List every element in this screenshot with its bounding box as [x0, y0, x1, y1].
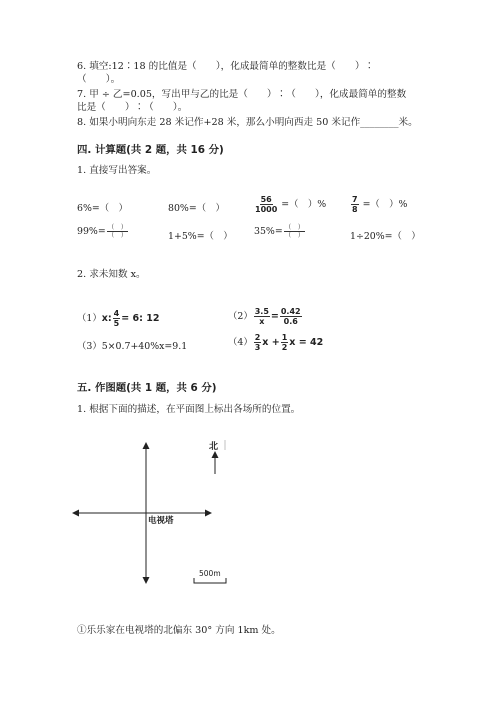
fraction-56-1000: $\frac{56}{1000}$	[255, 195, 278, 214]
scale-label: 500m	[199, 569, 221, 578]
fraction-4-5: $\frac{4}{5}$	[113, 309, 120, 328]
fraction-3.5-x: $\frac{3.5}{x}$	[254, 307, 269, 326]
equation-4: （4） $\frac{2}{3}$ x + $\frac{1}{2}$ x = 42	[228, 333, 324, 352]
section5-item1: ①乐乐家在电视塔的北偏东 30° 方向 1km 处。	[77, 625, 281, 636]
fraction-1-2: $\frac{1}{2}$	[281, 333, 288, 352]
section4-title: 四. 计算题(共 2 题，共 16 分)	[77, 144, 224, 156]
blank-fraction: $\frac{( )}{( )}$	[284, 223, 305, 239]
tv-tower-label: 电视塔	[148, 516, 174, 526]
calc-r2-c4: 1÷20%=（ ）	[350, 231, 421, 242]
calc-r1-c3: $\frac{56}{1000}$ =（ ）%	[255, 195, 327, 214]
section4-q1-prompt: 1. 直接写出答案。	[77, 165, 157, 176]
calc-r1-c2: 80%=（ ）	[168, 203, 225, 214]
calc-r1-c1: 6%=（ ）	[77, 203, 128, 214]
q7-line2: 比是（ ）∶（ ）。	[77, 102, 188, 113]
blank-fraction: $\frac{( )}{( )}$	[107, 223, 128, 239]
fraction-2-3: $\frac{2}{3}$	[254, 333, 261, 352]
equation-3: （3）5×0.7+40%x=9.1	[77, 341, 188, 352]
q7-line1: 7. 甲 ÷ 乙=0.05，写出甲与乙的比是（ ）∶（ ），化成最简单的整数	[77, 89, 407, 100]
scale-bar	[194, 578, 226, 583]
q6-line1: 6. 填空:12∶18 的比值是（ ），化成最简单的整数比是（ ）∶	[77, 61, 375, 72]
calc-r2-c1: 99%= $\frac{( )}{( )}$	[77, 223, 128, 239]
q6-line2: （ ）。	[77, 74, 121, 85]
q8-line1: 8. 如果小明向东走 28 米记作+28 米，那么小明向西走 50 米记作________米。	[77, 117, 418, 128]
equation-1: （1）x: $\frac{4}{5}$ = 6: 12	[77, 309, 160, 328]
fraction-0.42-0.6: $\frac{0.42}{0.6}$	[280, 307, 301, 326]
calc-r2-c3: 35%= $\frac{( )}{( )}$	[254, 223, 305, 239]
fraction-7-8: $\frac{7}{8}$	[352, 195, 358, 214]
calc-r1-c4: $\frac{7}{8}$ =（ ）%	[352, 195, 408, 214]
equation-2: （2） $\frac{3.5}{x}$ = $\frac{0.42}{0.6}$	[228, 307, 301, 326]
section5-q1-prompt: 1. 根据下面的描述，在平面图上标出各场所的位置。	[77, 404, 301, 415]
section5-title: 五. 作图题(共 1 题，共 6 分)	[77, 382, 217, 394]
section4-q2-prompt: 2. 求未知数 x。	[77, 269, 146, 280]
map-diagram	[70, 436, 230, 586]
north-label: 北	[209, 442, 219, 452]
calc-r2-c2: 1+5%=（ ）	[168, 231, 233, 242]
